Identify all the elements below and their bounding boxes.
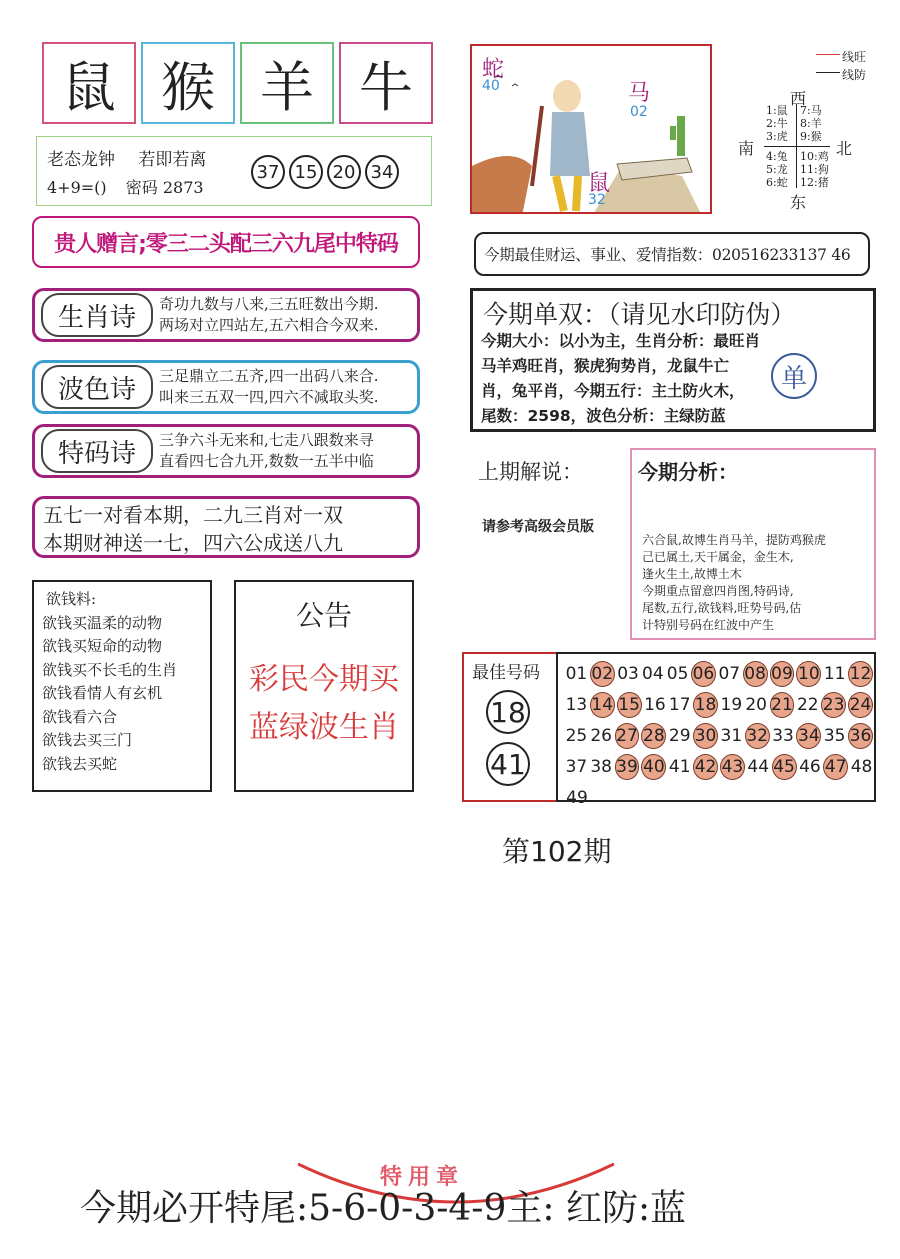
number-circle: 34	[365, 155, 399, 189]
stamp-char: 单	[780, 363, 807, 394]
bottom-line: 今期必开特尾:5-6-0-3-4-9主: 红防:蓝	[80, 1188, 687, 1229]
money-title: 欲钱料:	[46, 590, 97, 608]
highlighted-number: 32	[745, 723, 770, 749]
highlighted-number: 02	[590, 661, 615, 687]
index-text: 今期最佳财运、事业、爱情指数：020516233137 46	[484, 246, 851, 264]
number: 48	[850, 756, 873, 777]
zodiac-box-4	[339, 42, 433, 124]
compass-left-top: 1:鼠 2:牛 3:虎	[766, 104, 788, 143]
poem-line: 奇功九数与八来,三五旺数出今期.	[159, 295, 379, 313]
watermark-stamp	[771, 353, 817, 399]
highlighted-number: 45	[772, 754, 797, 780]
compass-left-bottom: 4:兔 5:龙 6:蛇	[766, 150, 788, 189]
number: 17	[668, 694, 691, 715]
analysis-line: 六合鼠,故博生肖马羊，提防鸡猴虎	[642, 533, 826, 547]
notice-line: 彩民今期买	[249, 662, 399, 697]
number: 11	[823, 663, 846, 684]
compass	[730, 48, 880, 218]
notice-title: 公告	[295, 599, 352, 632]
poem-text	[159, 430, 374, 472]
legend-wang: 线旺	[842, 50, 867, 64]
number: 33	[772, 725, 794, 746]
number: 26	[590, 725, 612, 746]
zodiac-char: 羊	[260, 55, 314, 119]
money-item: 欲钱看情人有玄机	[42, 684, 163, 702]
highlighted-number: 15	[617, 692, 642, 718]
number-circle: 20	[327, 155, 361, 189]
highlighted-number: 21	[770, 692, 795, 718]
index-box	[474, 232, 870, 276]
number: 35	[823, 725, 846, 746]
poem-line: 直看四七合九开,数数一五半中临	[159, 452, 374, 470]
analysis-line: 己已属土,天干属金，金生木,	[642, 550, 794, 564]
highlighted-number: 23	[821, 692, 846, 718]
number: 25	[565, 725, 588, 746]
highlighted-number: 27	[615, 723, 640, 749]
riddle-circles	[251, 155, 403, 189]
riddle-formula: 4+9=()	[47, 178, 107, 197]
riddle-text: 若即若离	[138, 150, 207, 170]
snake-label: 蛇	[482, 57, 505, 82]
poem-text	[159, 294, 379, 336]
number: 01	[565, 663, 588, 684]
period-label: 第102期	[502, 835, 612, 868]
number: 41	[668, 756, 691, 777]
number: 29	[668, 725, 691, 746]
number: 37	[565, 756, 588, 777]
number: 03	[617, 663, 639, 684]
single-double-line: 尾数：2598，波色分析：主绿防蓝	[481, 407, 726, 425]
seal-text: 特用章	[380, 1164, 465, 1190]
riddle-password: 密码 2873	[125, 178, 204, 197]
highlighted-number: 06	[691, 661, 716, 687]
riddle-line-1	[47, 145, 206, 170]
number: 05	[666, 663, 689, 684]
highlighted-number: 09	[770, 661, 795, 687]
analysis-line: 逢火生土,故博土木	[642, 567, 742, 581]
number: 38	[590, 756, 612, 777]
single-double-line: 肖，兔平肖，今期五行：主土防火木，	[481, 382, 745, 400]
pick-circle: 18	[486, 690, 530, 734]
money-item: 欲钱去买三门	[42, 731, 133, 749]
number: 31	[720, 725, 743, 746]
highlighted-number: 39	[615, 754, 640, 780]
analysis-line: 尾数,五行,欲钱料,旺势号码,估	[642, 601, 802, 615]
analysis-box	[630, 448, 876, 640]
poem-tag: 生肖诗	[41, 293, 153, 337]
number-row	[564, 658, 874, 689]
zodiac-box-3	[240, 42, 334, 124]
riddle-box	[36, 136, 432, 206]
highlighted-number: 47	[823, 754, 848, 780]
highlighted-number: 42	[693, 754, 718, 780]
compass-hline	[764, 146, 830, 147]
number-row	[564, 720, 874, 751]
gift-banner-text: 贵人赠言;零三二头配三六九尾中特码	[54, 231, 398, 257]
zodiac-box-2	[141, 42, 235, 124]
number: 13	[565, 694, 588, 715]
analysis-line: 今期重点留意四肖图,特码诗,	[642, 584, 794, 598]
single-double-body	[481, 329, 760, 429]
money-item: 欲钱买短命的动物	[42, 637, 163, 655]
snake-number: 40	[482, 78, 500, 94]
money-box	[32, 580, 212, 792]
poem-zodiac	[32, 288, 420, 342]
analysis-body	[642, 532, 826, 634]
number-row	[564, 782, 874, 813]
zodiac-char: 牛	[359, 55, 413, 119]
analysis-title: 今期分析：	[638, 460, 738, 484]
zodiac-char: 猴	[161, 55, 215, 119]
compass-east: 东	[790, 193, 807, 212]
number: 16	[644, 694, 666, 715]
number-grid	[556, 652, 876, 808]
number: 20	[745, 694, 767, 715]
number: 07	[718, 663, 741, 684]
poem-special	[32, 424, 420, 478]
number: 46	[799, 756, 821, 777]
last-period-title: 上期解说：	[478, 460, 583, 484]
number: 44	[747, 756, 770, 777]
highlighted-number: 36	[848, 723, 873, 749]
horse-label: 马	[628, 81, 651, 106]
best-numbers-title: 最佳号码	[472, 663, 540, 683]
best-numbers-box	[462, 652, 558, 802]
single-double-box	[470, 288, 876, 432]
highlighted-number: 43	[720, 754, 745, 780]
horse-number: 02	[630, 104, 648, 120]
compass-right-bottom: 10:鸡 11:狗 12:猪	[800, 150, 829, 189]
money-item: 欲钱买不长毛的生肖	[42, 660, 178, 679]
highlighted-number: 40	[641, 754, 666, 780]
highlighted-number: 14	[590, 692, 615, 718]
zodiac-char: 鼠	[62, 55, 116, 119]
zodiac-box-1	[42, 42, 136, 124]
compass-north: 北	[836, 139, 853, 158]
number: 04	[642, 663, 664, 684]
zodiac-picture	[470, 44, 712, 214]
money-item: 欲钱去买蛇	[42, 754, 118, 773]
number-circle: 15	[289, 155, 323, 189]
poem-line: 叫来三五双一四,四六不减取头奖.	[159, 388, 379, 406]
compass-west: 西	[790, 89, 807, 108]
poem-line: 三足鼎立二五齐,四一出码八来合.	[159, 367, 379, 385]
couplet-box	[32, 496, 420, 558]
analysis-line: 计特别号码在红波中产生	[642, 618, 775, 632]
legend-fang: 线防	[842, 68, 867, 82]
number-row	[564, 689, 874, 720]
single-double-line: 马羊鸡旺肖，猴虎狗势肖，龙鼠牛亡	[481, 357, 730, 375]
riddle-text: 老态龙钟	[47, 150, 115, 170]
riddle-line-2	[47, 175, 204, 198]
highlighted-number: 18	[693, 692, 718, 718]
number-row	[564, 751, 874, 782]
highlighted-number: 30	[693, 723, 718, 749]
highlighted-number: 10	[796, 661, 821, 687]
poem-color	[32, 360, 420, 414]
highlighted-number: 34	[796, 723, 821, 749]
gift-banner	[32, 216, 420, 268]
compass-right-top: 7:马 8:羊 9:猴	[800, 104, 822, 143]
poem-tag: 波色诗	[41, 365, 153, 409]
number: 49	[566, 787, 588, 808]
money-item: 欲钱看六合	[42, 707, 118, 726]
highlighted-number: 24	[848, 692, 873, 718]
highlighted-number: 08	[743, 661, 768, 687]
highlighted-number: 28	[641, 723, 666, 749]
single-double-title: 今期单双：（请见水印防伪）	[483, 300, 796, 329]
pick-circle: 41	[486, 742, 530, 786]
notice-line: 蓝绿波生肖	[249, 710, 399, 745]
number: 22	[796, 694, 819, 715]
number: 19	[720, 694, 743, 715]
notice-box	[234, 580, 414, 792]
legend-black-line	[816, 72, 840, 73]
highlighted-number: 12	[848, 661, 873, 687]
poem-tag: 特码诗	[41, 429, 153, 473]
poem-text	[159, 366, 379, 408]
single-double-line: 今期大小：以小为主，生肖分析：最旺肖	[481, 332, 761, 350]
last-period-note: 请参考高级会员版	[482, 519, 594, 535]
rat-number: 32	[588, 192, 606, 208]
rat-label: 鼠	[588, 171, 611, 196]
number-circle: 37	[251, 155, 285, 189]
money-item: 欲钱买温柔的动物	[42, 613, 163, 632]
compass-south: 南	[738, 139, 755, 158]
legend-red-line	[816, 54, 840, 55]
poem-line: 两场对立四站左,五六相合今双来.	[159, 316, 379, 334]
poem-line: 三争六斗无来和,七走八跟数来寻	[159, 431, 374, 449]
couplet-line: 本期财神送一七，四六公成送八九	[43, 531, 343, 555]
couplet-line: 五七一对看本期，二九三肖对一双	[43, 503, 343, 527]
